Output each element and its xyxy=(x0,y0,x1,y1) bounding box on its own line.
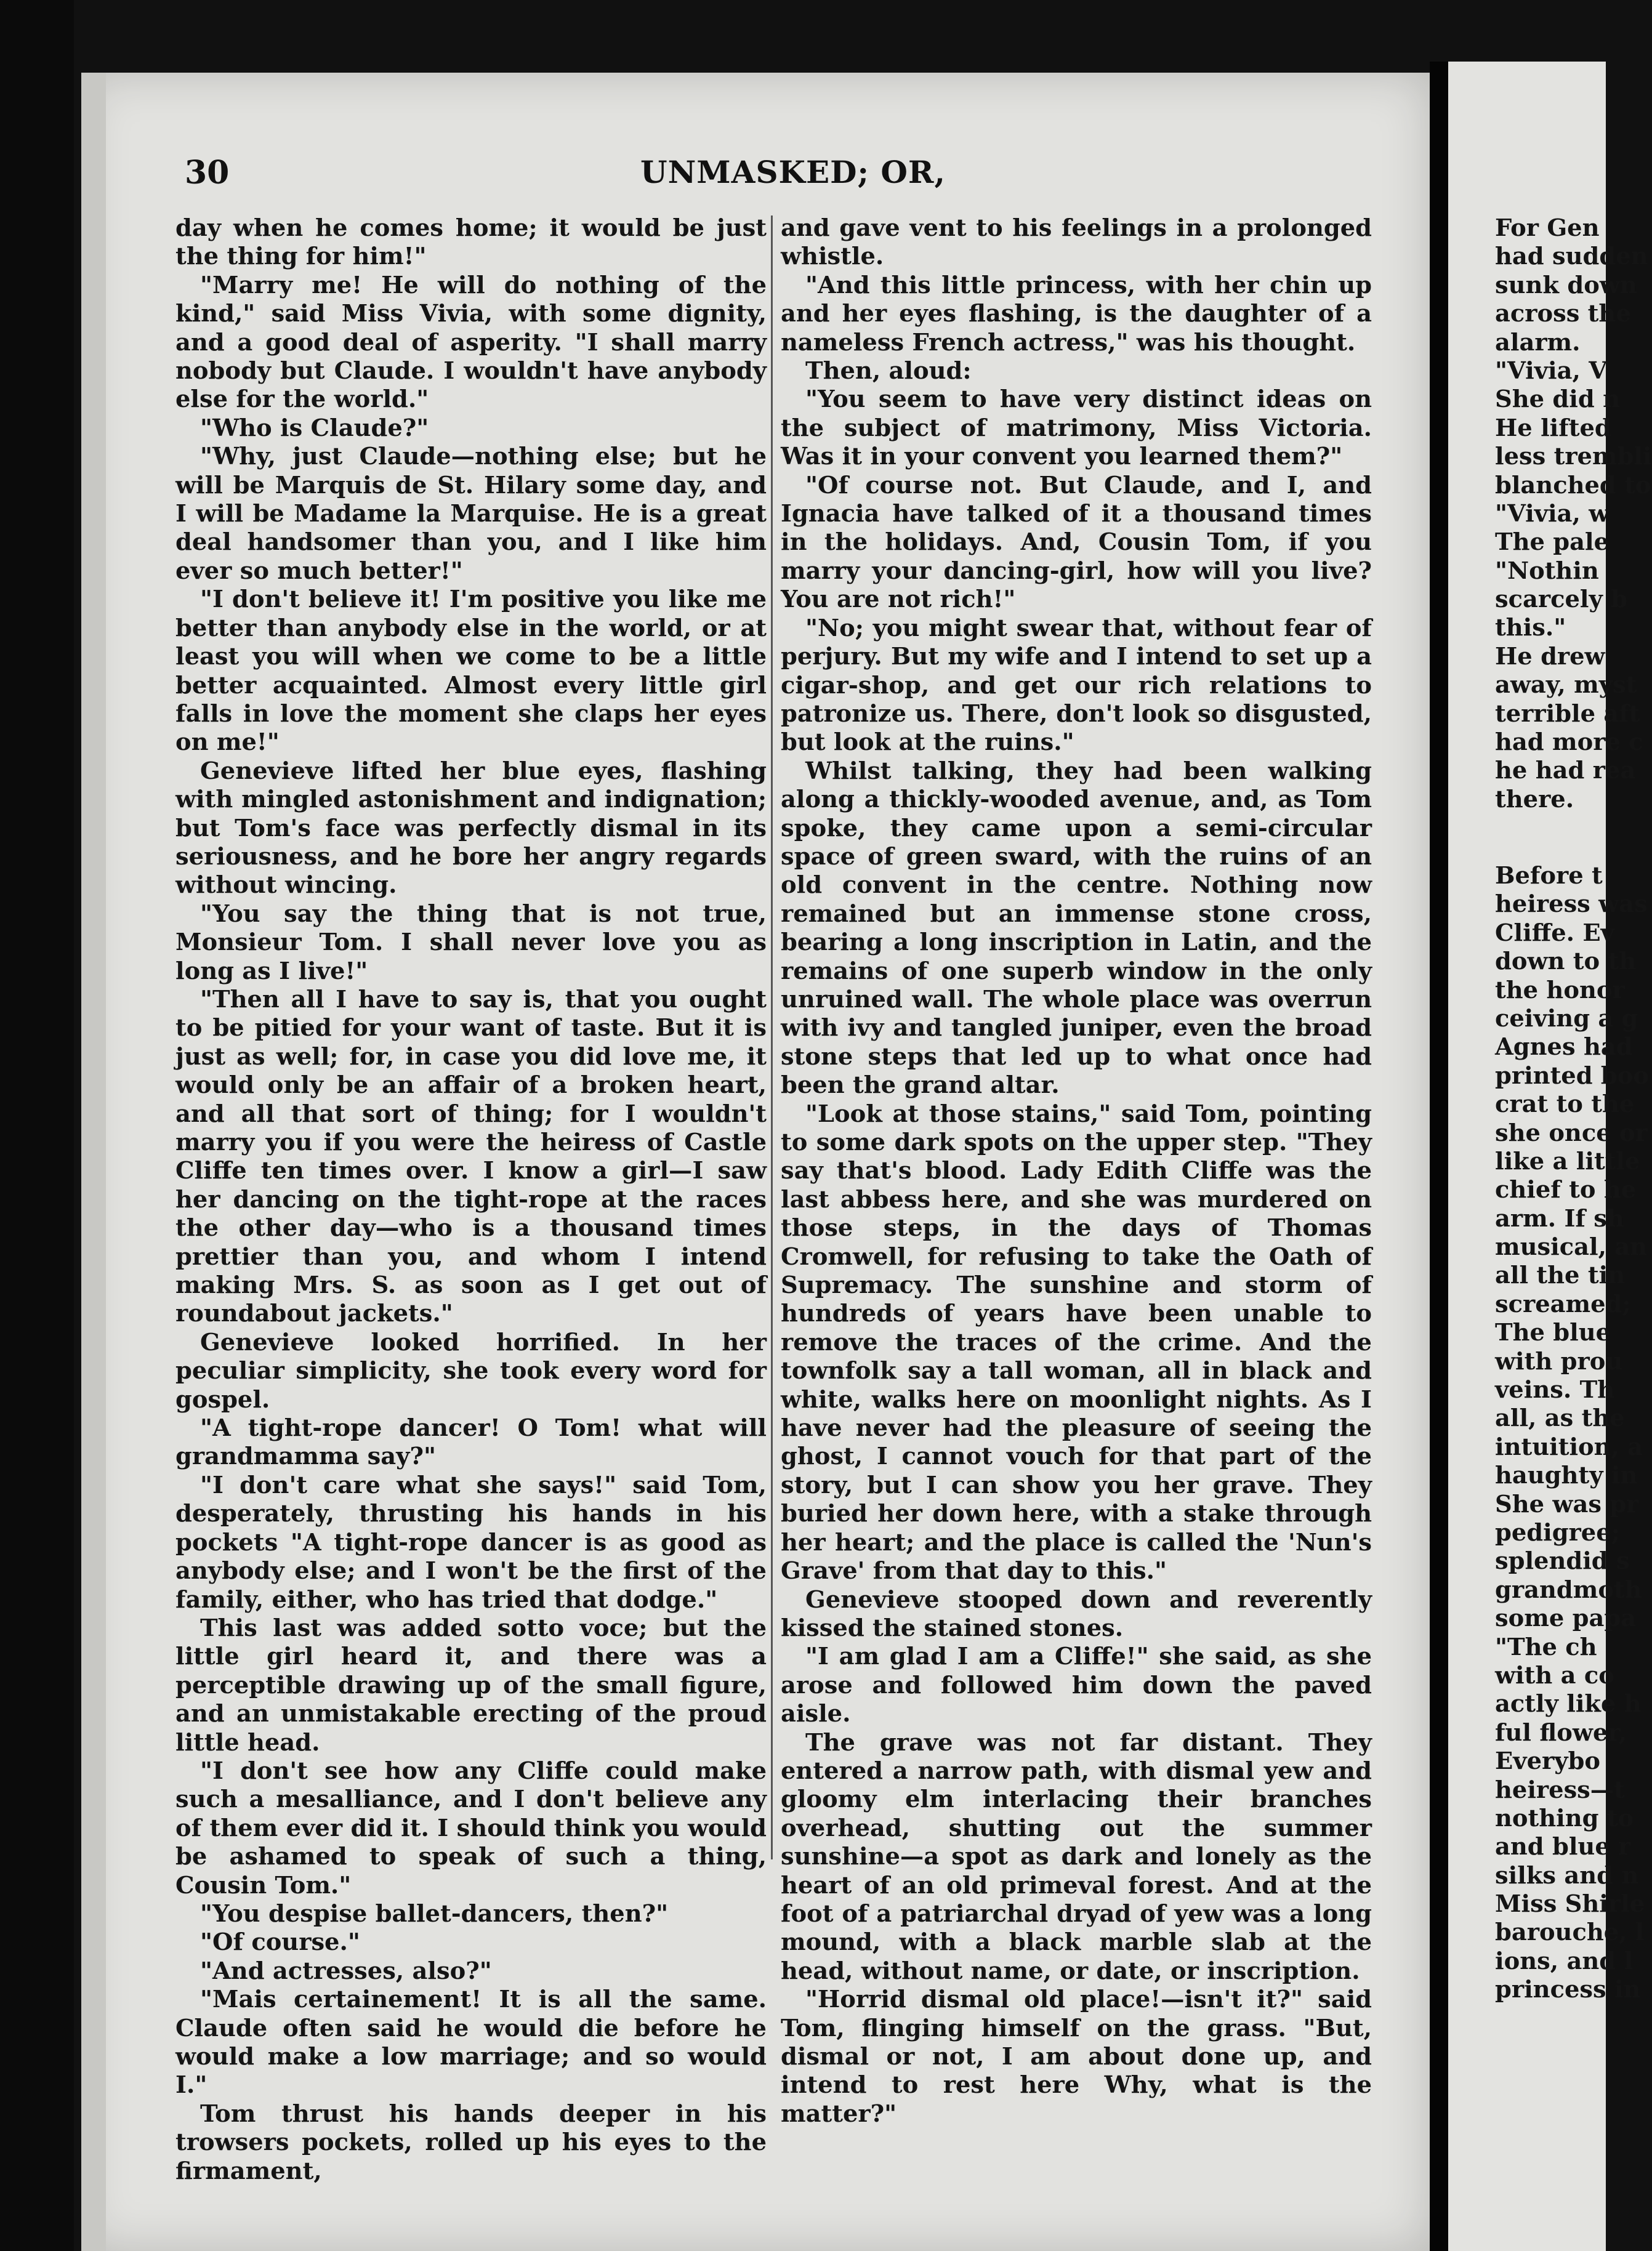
running-title: UNMASKED; OR, xyxy=(640,154,946,190)
paragraph: "Horrid dismal old place!—isn't it?" said Tom, flinging himself on the grass. "But, dismal or not, I am about done up, and intend to rest here Why, what is the matter?" xyxy=(781,1986,1372,2128)
paragraph: Genevieve lifted her blue eyes, flashing with mingled astonishment and indignation; but Tom's face was perfectly dismal in its seriousness, and he bore her angry regards without wincing. xyxy=(175,757,767,900)
text-line: there. xyxy=(1495,785,1574,813)
paragraph: "I don't see how any Cliffe could make such a mesalliance, and I don't believe any of them ever did it. I should think you would be ashamed to speak of such a thing, Cousin Tom." xyxy=(175,1757,767,1899)
paragraph: "Look at those stains," said Tom, pointing to some dark spots on the upper step. "They say that's blood. Lady Edith Cliffe was the last abbess here, and she was murdered on those steps, in the days of Thomas Cromwell, for refusing to take the Oath of Supremacy. The sunshine and storm of hundreds of years have been unable to remove the traces of the crime. And the townfolk say a tall woman, all in black and white, walks here on moonlight nights. As I have never had the pleasure of seeing the ghost, I cannot vouch for that part of the story, but I can show you her grave. They buried her down here, with a stake through her heart; and the place is called the 'Nun's Grave' from that day to this." xyxy=(781,1100,1372,1585)
text-column-left xyxy=(175,214,767,2186)
text-line: heiress was xyxy=(1495,890,1648,919)
text-line: all the tin xyxy=(1495,1262,1626,1290)
paragraph: This last was added sotto voce; but the little girl heard it, and there was a perceptible drawing up of the small figure, and an unmistakable erecting of the proud little head. xyxy=(175,1614,767,1757)
paragraph: "You despise ballet-dancers, then?" xyxy=(200,1899,669,1928)
page-number: 30 xyxy=(185,154,230,191)
text-line: "The ch xyxy=(1495,1633,1597,1661)
text-line: screamed; xyxy=(1495,1290,1631,1318)
paragraph: "Mais certainement! It is all the same. Claude often said he would die before he would make a low marriage; and so would I." xyxy=(175,1986,767,2100)
text-line: Cliffe. Ev xyxy=(1495,919,1614,947)
scan-dark-border xyxy=(0,0,74,2251)
text-line: ions, and l xyxy=(1495,1947,1634,1975)
text-line: and blue r xyxy=(1495,1833,1631,1861)
paragraph: Genevieve stooped down and reverently kissed the stained stones. xyxy=(781,1585,1372,1642)
text-column-right xyxy=(781,214,1372,2128)
text-line: the honor xyxy=(1495,976,1625,1004)
text-line: had sudden xyxy=(1495,243,1648,271)
text-line: pedigree; xyxy=(1495,1518,1620,1547)
text-line: princess in xyxy=(1495,1976,1641,2004)
text-line: with prou xyxy=(1495,1347,1623,1375)
paragraph: "No; you might swear that, without fear of perjury. But my wife and I intend to set up a cigar-shop, and get our rich relations to patronize us. There, don't look so disgusted, but look at the ruins." xyxy=(781,614,1372,757)
text-line: ful flower, xyxy=(1495,1718,1627,1747)
text-line: scarcely b xyxy=(1495,586,1627,614)
text-line: The blue xyxy=(1495,1319,1611,1347)
text-line: alarm. xyxy=(1495,328,1581,356)
text-line: printed boo xyxy=(1495,1061,1649,1090)
text-line: "Vivia, V xyxy=(1495,356,1607,385)
paragraph: The grave was not far distant. They entered a narrow path, with dismal yew and gloomy elm interlacing their branches overhead, shutting out the summer sunshine—a spot as dark and lonely as the heart of an old primeval forest. And at the foot of a patriarchal dryad of yew was a long mound, with a black marble slab at the head, without name, or date, or inscription. xyxy=(781,1728,1372,1985)
text-line: Before t xyxy=(1495,862,1603,890)
text-line: away, myst xyxy=(1495,671,1637,699)
text-line: Agnes had xyxy=(1495,1033,1633,1061)
text-line: nothing to xyxy=(1495,1804,1634,1832)
page-binding-edge xyxy=(81,73,106,2251)
text-line: intuition, a xyxy=(1495,1433,1643,1461)
paragraph: "And this little princess, with her chin up and her eyes flashing, is the daughter of a nameless French actress," was his thought. xyxy=(781,271,1372,356)
paragraph: "I don't believe it! I'm positive you like me better than anybody else in the world, or at least you will when we come to be a little better acquainted. Almost every little girl falls in love the moment she claps her eyes on me!" xyxy=(175,586,767,757)
paragraph: "Then all I have to say is, that you ought to be pitied for your want of taste. But it is just as well; for, in case you did love me, it would only be an affair of a broken heart, and all that sort of thing; for I wouldn't marry you if you were the heiress of Castle Cliffe ten times over. I know a girl—I saw her dancing on the tight-rope at the races the other day—who is a thousand times prettier than you, and whom I intend making Mrs. S. as soon as I get out of roundabout jackets." xyxy=(175,985,767,1328)
paragraph: Then, aloud: xyxy=(805,357,972,385)
paragraph: and gave vent to his feelings in a prolonged whistle. xyxy=(781,214,1372,271)
text-line: He lifted xyxy=(1495,414,1611,442)
paragraph: "Who is Claude?" xyxy=(200,414,429,442)
text-line: haughty in xyxy=(1495,1462,1638,1490)
text-line: she once or xyxy=(1495,1119,1648,1147)
paragraph: "I am glad I am a Cliffe!" she said, as she arose and followed him down the paved aisle. xyxy=(781,1643,1372,1728)
text-line: heiress—t xyxy=(1495,1776,1625,1804)
text-line: had more c xyxy=(1495,728,1643,757)
text-line: splendid s xyxy=(1495,1547,1630,1576)
text-line: like a little xyxy=(1495,1147,1640,1175)
text-line: grandmoth xyxy=(1495,1576,1642,1604)
text-line: musical, an xyxy=(1495,1233,1648,1262)
paragraph: "I don't care what she says!" said Tom, desperately, thrusting his hands in his pockets "A tight-rope dancer is as good as anybody else; and I won't be the first of the family, either, who has tried that dodge." xyxy=(175,1471,767,1614)
text-line: silks and n xyxy=(1495,1861,1639,1890)
paragraph: "Why, just Claude—nothing else; but he will be Marquis de St. Hilary some day, and I will be Madame la Marquise. He is a great deal handsomer than you, and I like him ever so much better!" xyxy=(175,443,767,585)
text-line: Miss Shirle xyxy=(1495,1890,1645,1919)
text-line: Everybo xyxy=(1495,1747,1600,1776)
text-line: He drew xyxy=(1495,642,1605,670)
text-line: terrible aft xyxy=(1495,699,1640,728)
text-line: actly like h xyxy=(1495,1690,1642,1718)
facing-page-text-top xyxy=(1495,214,1652,814)
text-line: some papa xyxy=(1495,1605,1637,1633)
text-line: sunk down xyxy=(1495,271,1637,299)
text-line: ceiving a g xyxy=(1495,1004,1638,1033)
text-line: "Vivia, w xyxy=(1495,499,1610,528)
text-line: less trembli xyxy=(1495,443,1652,471)
paragraph: Genevieve looked horrified. In her peculiar simplicity, she took every word for gospel. xyxy=(175,1328,767,1414)
column-divider xyxy=(771,215,773,1859)
text-line: The pale xyxy=(1495,528,1609,557)
text-line: arm. If sh xyxy=(1495,1204,1624,1233)
text-line: this." xyxy=(1495,614,1566,642)
text-line: down to th xyxy=(1495,948,1637,976)
text-line: She was pr xyxy=(1495,1490,1639,1518)
paragraph: day when he comes home; it would be just the thing for him!" xyxy=(175,214,767,271)
paragraph: "You seem to have very distinct ideas on the subject of matrimony, Miss Victoria. Was it in your convent you learned them?" xyxy=(781,385,1372,471)
text-line: crat to the xyxy=(1495,1090,1635,1119)
text-line: She did n xyxy=(1495,385,1620,414)
paragraph: "Of course not. But Claude, and I, and Ignacia have talked of it a thousand times in the holidays. And, Cousin Tom, if you marry your dancing-girl, how will you live? You are not rich!" xyxy=(781,471,1372,614)
facing-page-text-bottom xyxy=(1495,862,1649,2005)
paragraph: Tom thrust his hands deeper in his trowsers pockets, rolled up his eyes to the firmament, xyxy=(175,2100,767,2185)
text-line: chief to he xyxy=(1495,1176,1637,1204)
text-line: veins. Th xyxy=(1495,1376,1615,1404)
text-line: blanched to xyxy=(1495,471,1651,499)
paragraph: "You say the thing that is not true, Monsieur Tom. I shall never love you as long as I live!" xyxy=(175,900,767,985)
paragraph: "Marry me! He will do nothing of the kind," said Miss Vivia, with some dignity, and a good deal of asperity. "I shall marry nobody but Claude. I wouldn't have anybody else for the world." xyxy=(175,271,767,414)
text-line: "Nothin xyxy=(1495,557,1599,585)
text-line: For Gen xyxy=(1495,214,1600,242)
text-line: with a co xyxy=(1495,1661,1614,1689)
paragraph: "A tight-rope dancer! O Tom! what will grandmamma say?" xyxy=(175,1414,767,1471)
text-line: all, as the xyxy=(1495,1404,1625,1433)
book-gutter xyxy=(1430,62,1448,2251)
paragraph: "Of course." xyxy=(200,1928,360,1957)
text-line: barouche, l xyxy=(1495,1919,1645,1947)
text-line: he had rea xyxy=(1495,757,1636,785)
text-line: across the xyxy=(1495,300,1631,328)
paragraph: Whilst talking, they had been walking along a thickly-wooded avenue, and, as Tom spoke, they came upon a semi-circular space of green sward, with the ruins of an old convent in the centre. Nothing now remained but an immense stone cross, bearing a long inscription in Latin, and the remains of one superb window in the only unruined wall. The whole place was overrun with ivy and tangled juniper, even the broad stone steps that led up to what once had been the grand altar. xyxy=(781,757,1372,1100)
paragraph: "And actresses, also?" xyxy=(200,1957,492,1985)
